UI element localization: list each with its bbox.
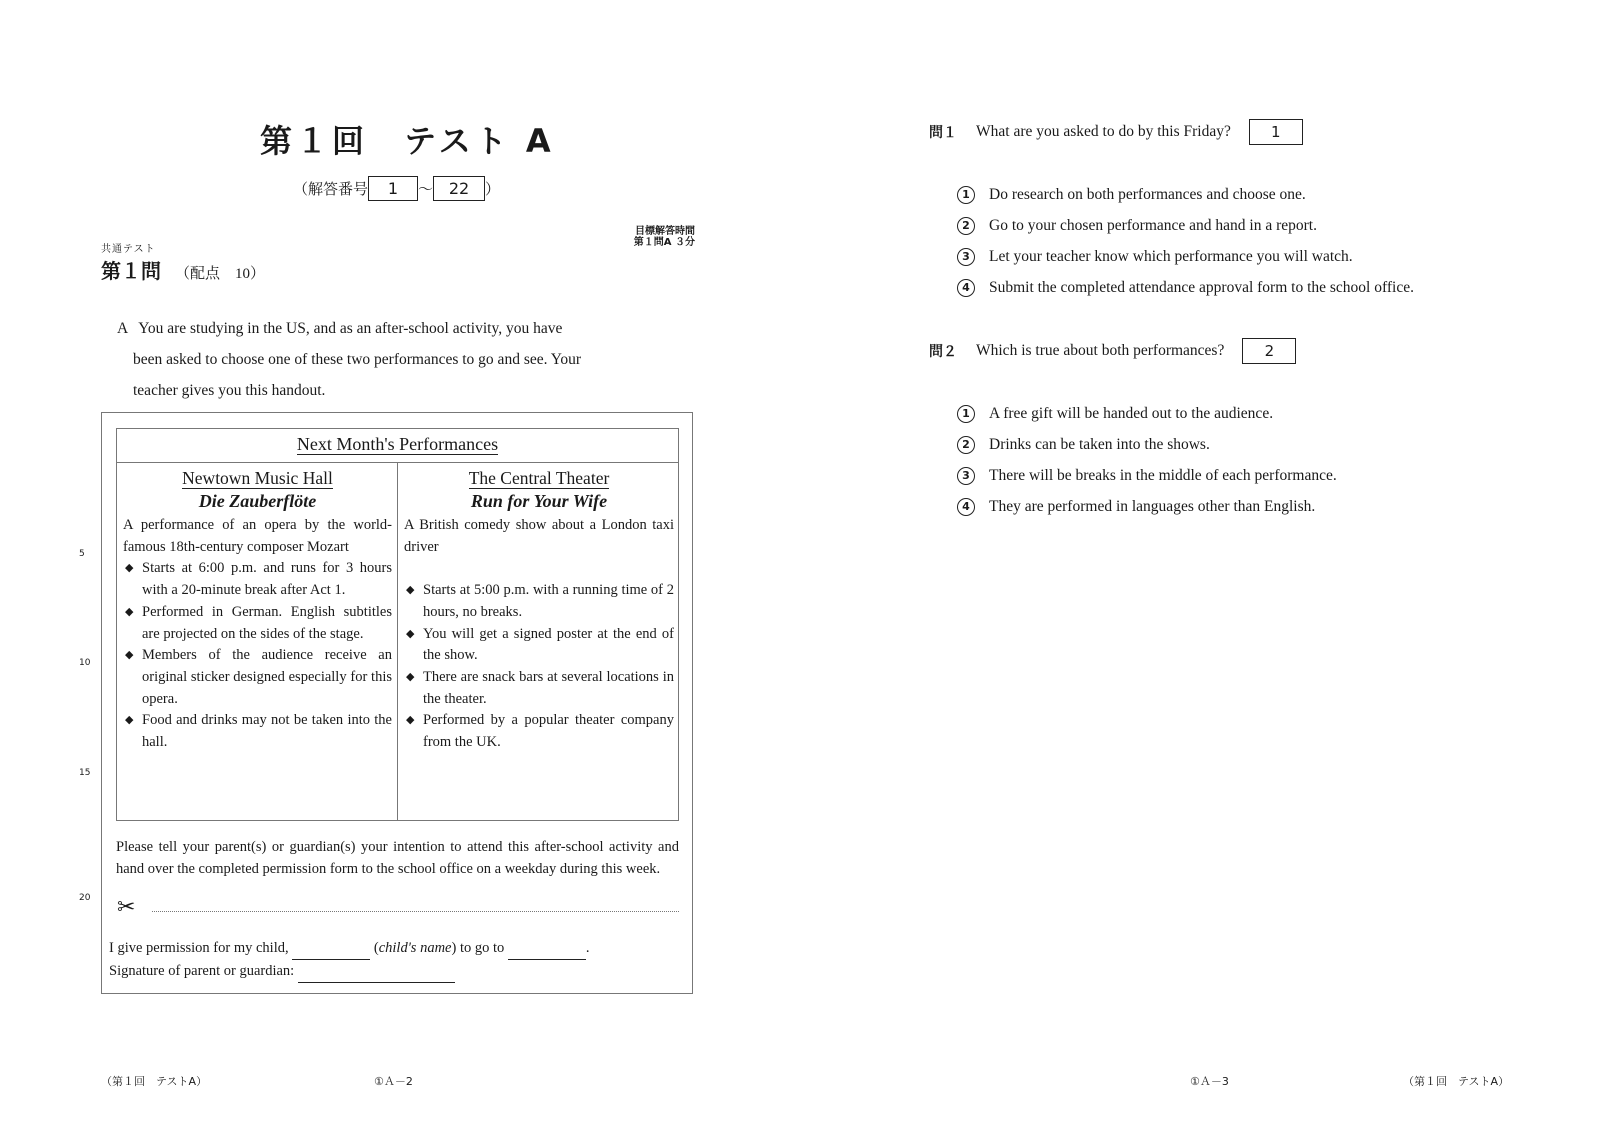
page-title: 第１回 テスト A [260,122,555,160]
choice-number-icon: 2 [957,217,975,235]
choice-number-icon: 4 [957,498,975,516]
diamond-bullet-icon: ◆ [406,714,415,727]
choice-text: Do research on both performances and choose one. [989,185,1306,203]
detail-text: There are snack bars at several locations in the theater. [423,668,674,707]
intro-line: been asked to choose one of these two performances to go and see. Your [133,351,582,368]
permission-text-2: to go to [459,940,505,956]
choice-item[interactable] [957,460,1337,491]
scissors-icon: ✂ [117,895,136,920]
childs-name-label: child's name [378,940,452,956]
signature-blank[interactable] [298,960,455,983]
detail-text: Performed in German. English subtitles are projected on the sides of the stage. [142,603,392,642]
question-2 [929,338,1296,364]
question-1 [929,119,1303,145]
choice-text: They are performed in languages other than English. [989,497,1316,515]
choice-item[interactable] [957,398,1337,429]
choice-number-icon: 3 [957,248,975,266]
destination-blank[interactable] [508,937,586,960]
question-2-text: Which is true about both performances? [976,342,1225,359]
question-2-label: 問２ [929,344,957,360]
diamond-bullet-icon: ◆ [125,562,134,575]
work-title: Die Zauberflöte [198,491,317,511]
question-1-text: What are you asked to do by this Friday? [976,123,1231,140]
detail-item [404,667,674,710]
answer-box-1[interactable]: 1 [1249,119,1303,145]
choice-number-icon: 1 [957,186,975,204]
choice-item[interactable] [957,272,1414,303]
footer-test-name-left: （第１回 テストA） [101,1075,208,1088]
permission-form [109,937,687,983]
answer-range-prefix: （解答番号 [293,180,369,198]
question-2-choices [957,398,1337,522]
diamond-bullet-icon: ◆ [406,670,415,683]
choice-item[interactable] [957,179,1414,210]
detail-item [123,645,392,710]
footer-page-number-left: ①Ａ－2 [374,1075,413,1088]
question-points: （配点 10） [175,266,266,282]
detail-text: Performed by a popular theater company from the UK. [423,712,674,751]
target-time-value: 第１問A ３分 [633,237,695,248]
venue-name-text: The Central Theater [468,468,610,488]
venue-name [123,467,392,489]
intro-text: You are studying in the US, and as an after-school activity, you have [138,320,563,337]
performances-header [117,429,678,463]
choice-number-icon: 4 [957,279,975,297]
choice-number-icon: 2 [957,436,975,454]
line-number: 10 [79,658,91,668]
performance-column-right [398,463,679,820]
choice-item[interactable] [957,491,1337,522]
choice-text: Submit the completed attendance approval form to the school office. [989,278,1414,296]
choice-text: A free gift will be handed out to the audience. [989,404,1274,422]
answer-range-suffix: ） [485,180,501,198]
performance-column-left [117,463,398,820]
detail-item [404,710,674,753]
choice-text: Let your teacher know which performance you will watch. [989,247,1353,265]
choice-number-icon: 3 [957,467,975,485]
target-time-label: 目標解答時間 [635,226,695,237]
performances-table [116,428,679,821]
detail-text: You will get a signed poster at the end of the show. [423,625,674,664]
footer-test-name-right: （第１回 テストA） [1403,1075,1510,1088]
answer-range-start-box: 1 [368,176,418,201]
answer-range-separator: ～ [418,180,434,198]
detail-item [123,710,392,753]
question-number: 第１問 [101,259,161,283]
diamond-bullet-icon: ◆ [125,714,134,727]
performance-details [404,580,674,754]
permission-line: I give permission for my child, (child's name) to go to . [109,937,687,960]
performance-details [123,558,392,753]
permission-text-1: I give permission for my child, [109,940,289,956]
question-heading [101,255,265,284]
diamond-bullet-icon: ◆ [406,584,415,597]
performance-description: A British comedy show about a London taxi driver [404,517,674,555]
venue-name-text: Newtown Music Hall [182,468,333,488]
venue-name [404,467,674,489]
line-number: 5 [79,549,85,559]
choice-number-icon: 1 [957,405,975,423]
performances-title: Next Month's Performances [296,434,499,454]
detail-text: Starts at 6:00 p.m. and runs for 3 hours with a 20-minute break after Act 1. [142,560,392,599]
detail-item [123,558,392,601]
question-1-label: 問１ [929,125,957,141]
detail-item [404,580,674,623]
intro-line: teacher gives you this handout. [133,382,326,399]
signature-line [109,960,687,983]
diamond-bullet-icon: ◆ [125,605,134,618]
signature-label: Signature of parent or guardian: [109,963,295,979]
performance-description: A performance of an opera by the world-famous 18th-century composer Mozart [123,517,392,555]
exam-label: 共通テスト [101,244,156,255]
choice-item[interactable] [957,429,1337,460]
choice-item[interactable] [957,210,1414,241]
detail-text: Members of the audience receive an original sticker designed especially for this opera. [142,647,392,707]
choice-item[interactable] [957,241,1414,272]
answer-box-2[interactable]: 2 [1242,338,1296,364]
detail-item [123,602,392,645]
work-title: Run for Your Wife [470,491,608,511]
cut-line [152,911,679,912]
diamond-bullet-icon: ◆ [406,627,415,640]
line-number: 15 [79,768,91,778]
intro-line [117,313,695,344]
child-name-blank[interactable] [292,937,370,960]
line-number: 20 [79,893,91,903]
permission-notice: Please tell your parent(s) or guardian(s) your intention to attend this after-school activity and hand over the completed permission form to the school office on a weekday during this week. [116,839,679,877]
target-time [560,226,695,248]
choice-text: Go to your chosen performance and hand in a report. [989,216,1317,234]
answer-range-end-box: 22 [433,176,485,201]
detail-text: Food and drinks may not be taken into the hall. [142,712,392,751]
intro-paragraph [117,313,695,406]
section-letter: A [117,320,129,337]
footer-page-number-right: ①Ａ－3 [1190,1075,1229,1088]
detail-text: Starts at 5:00 p.m. with a running time of 2 hours, no breaks. [423,582,674,620]
choice-text: There will be breaks in the middle of each performance. [989,466,1337,484]
detail-item [404,624,674,667]
question-1-choices [957,179,1414,303]
answer-number-range [293,176,500,201]
diamond-bullet-icon: ◆ [125,649,134,662]
choice-text: Drinks can be taken into the shows. [989,435,1210,453]
